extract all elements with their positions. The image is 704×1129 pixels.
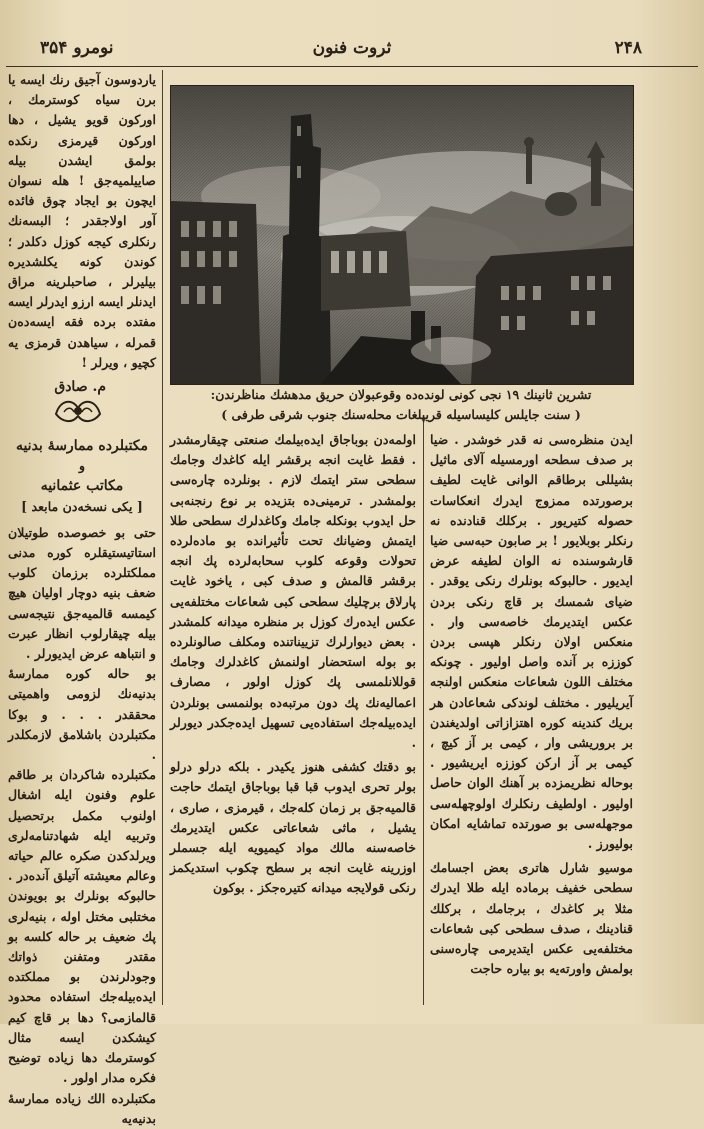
left-paragraph-1: یاردوسون آجیق رنك ایسه یا برن سیاه کوسترمك ، اورکون قویو یشیل ، دها اورکون قیرمزی رنکده بولمق ایشدن بیله صاییلمیه‌جق ! هله نسوان ایچون بو ایجاد چوق فائده آور اولاجقدر ؛ البسه‌نك رنکلری کیجه کوزل دکلدر ؛ کوندن کونه یکلشدیره بیلیرلر ، صاحبلرینه مراق ایدنلر ایسه ارزو ایدرلر ایسه مفتده برده فقه ایسه‌ده‌ن قمرله ، سیاهدن قرمزی یه کچیو ، ویرلر ! (8, 72, 156, 370)
right-paragraph-1: ایدن منظره‌سی نه قدر خوشدر . ضیا بر صدف سطحه اورمسیله آلای ماثیل بشیللی برطاقم الوانی غایت لطیف برصورتده ممزوج ایدرك انعکاسات حصوله کتیریور . برکلك قنادنده نه رنکلر بوبلایور ! بر صابون حبه‌سی ضیا قارشوسنده نه الوان لطیفه عرض ایدیور . حالبوکه بونلرك رنکی یوقدر . ضیای شمسك بر قاچ رنکی بردن عکس ایتدیرمك خاصه‌سی وار . منعکس اولان رنکلر هپسی بردن کوززه بر آنده واصل اولیور . چونکه مختلف اللون شعاعات منعکس اولنجه آیریلیور . مختلف لوندکی شعاعادن هر بریك کندینه کوره اهتزازاتی اولدیغندن بر بروریشی وار ، کیمی بر آز کیچ ، کیمی بر آز ارکن کوززه ایریشیور . بوحاله نظریمزده بر آهنك الوان حاصل اولیور . اولطیف رنکلرك اولوچهله‌سی موجهله‌سی بو صورتده تماشایه امکان بولیورز . (430, 432, 633, 852)
article-title: مکتبلرده ممارسهٔ بدنیه (15, 438, 149, 454)
journal-title: ثروت فنون (312, 38, 392, 58)
column-rule-left (162, 70, 163, 1005)
issue-number: نومرو ۳۵۴ (40, 38, 114, 58)
column-rule-middle (423, 415, 424, 1005)
right-column (430, 430, 633, 979)
calligraphic-vignette-icon (50, 394, 106, 428)
engraving-image (171, 86, 633, 384)
middle-paragraph-1: اولمه‌دن بوباجاق ایده‌بیلمك صنعتی چیقارمشدر . فقط غایت انجه برقشر ایله کاغدك وجامك سطحی ستر ایتمك لازم . بونلرده چاره‌سی بولمشدر . ترمینی‌ده بتزیده بر نوع رنجنه‌بی حل ایدوب بونکله جامك وکاغدلرك سطحی طلا ایتمش وضیانك تحت تأثیرانده بو ماده‌لرده تحولات وقوعه کلوب سحابه‌لرده پك انجه برقشر قالمش و صدف کبی ، یاخود غایت پارلاق برچلیك سطحی کبی شعاعات مختلفه‌یی عکس ایده‌رك کوزل بر منظره میدانه کلمشدر . بعض دیوارلرك تزییناتنده ومکلف صالونلرده بو بوله استحضار اولنمش کاغدلرك وجامك قوللانلمسی پك کوزل اولور ، مصارف اعمالیه‌نك پك دون مرتبه‌ده بولنمسی بونلردن ایده‌بیله‌جك استفاده‌یی تسهیل ایده‌جکدر دیورلر . (170, 432, 416, 751)
author-signature: م. صادق (54, 379, 106, 396)
left-column-article (8, 436, 156, 1129)
figure-caption-line-2: ( سنت جایلس کلیساسیله قریپلغات محله‌سنك جنوب شرقی طرفی ) (221, 407, 581, 422)
page-number: ۲۴۸ (614, 38, 642, 58)
left-paragraph-5: مکتبلرده الك زیاده ممارسهٔ بدنیه‌یه (8, 1090, 156, 1126)
left-paragraph-2: حتی بو خصوصده طوتیلان استاتیستیقلره کوره مدنی مملکتلرده برزمان کلوب ضعف بنیه دوچار اولیان هیچ کیمسه قالمیه‌جق نتیجه‌سی بیله چیقارلوب انظار عبرت و انتباهه عرض ایدیورلر . (8, 524, 156, 662)
header-rule (6, 66, 698, 67)
left-paragraph-3: بو حاله کوره ممارسهٔ بدنیه‌نك لزومی واهمیتی محققدر . . . و بوکا مکتبلردن باشلامق لازمکلدر . (8, 666, 156, 763)
article-conjunction: و (78, 458, 86, 474)
figure-caption-line-1: تشرین ثانینك ۱۹ نجی کونی لونده‌ده وقوعبولان حریق مدهشك مناظرندن: (210, 387, 592, 402)
left-paragraph-4: مکتبلرده شاکردان بر طاقم علوم وفنون ایله اشغال اولنوب مکمل برتحصیل وتربیه ایله شهادتنامه‌لری ویرلدکدن صکره عالم حیاته وعالم معیشته آتیلق آنده‌در . حالبوکه بونلرك بو بویوندن مختلبی مختل اوله ، بنیه‌لری پك ضعیف بر حاله کلسه بو مقتدر ومتفنن ذواتك وجودلرندن بو مملکتده ایده‌بیله‌جك استفاده محدود قالمازمی؟ دها بر قاچ کیم کیشکدن ایسه مثال کوسترمك دها زیاده توضیح فکره مدار اولور . (8, 767, 156, 1086)
left-column-top (8, 70, 156, 397)
article-subtitle: مکاتب عثمانیه (40, 478, 124, 495)
fire-engraving-illustration (170, 85, 634, 385)
right-paragraph-2: موسیو شارل هاتری بعض اجسامك سطحی خفیف برماده ایله طلا ایدرك مثلا بر کاغدك ، برجامك ، برکلك قنادینك ، صدف سطحی کبی شعاعات مختلفه‌یی عکس ایتدیرمی چاره‌سنی بولمش واورته‌یه بو بیاره حاجت (430, 860, 633, 977)
article-continued-note: [ یکی نسخه‌دن مابعد ] (21, 498, 143, 514)
middle-column (170, 430, 416, 899)
middle-paragraph-2: بو دقتك کشفی هنوز یکیدر . بلکه درلو درلو بولر تحری ایدوب قبا قبا بوباجاق ایتمك حاجت قالمیه‌جق بر زمان کله‌جك ، قیرمزی ، صاری ، یشیل ، ماثی شعاعاتی عکس ایتدیرمك خاصه‌سنه مالك مواد کیمیویه ایله جسملر اوزرینه غایت انجه بر سطح چکوب استدیکمز رنکی قولایجه میدانه کتیره‌جکز . بوکون (170, 759, 416, 896)
